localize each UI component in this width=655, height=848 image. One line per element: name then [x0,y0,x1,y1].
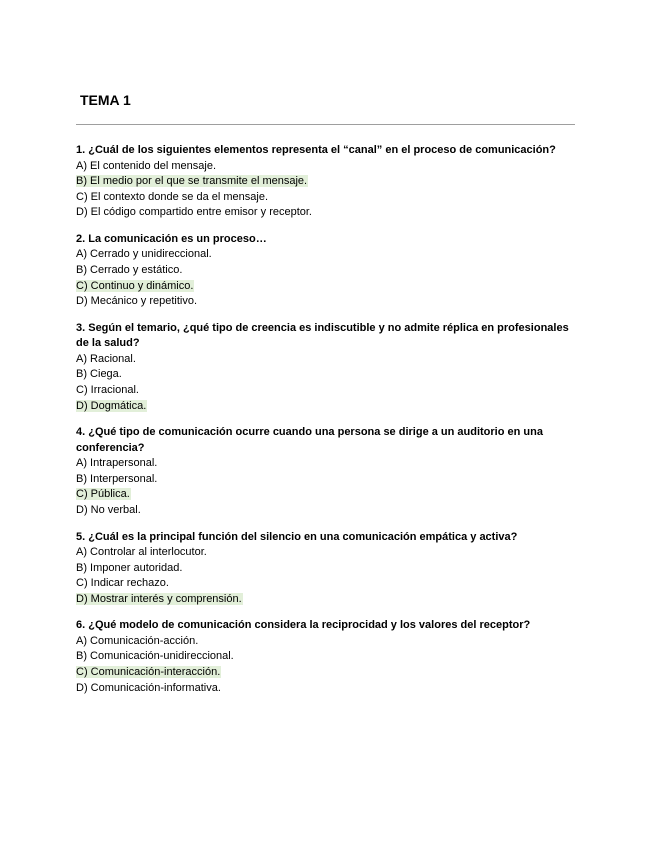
question-6 [76,618,581,696]
answer-option [76,545,581,561]
answer-option-text: D) No verbal. [76,503,141,516]
answer-options [76,352,581,414]
answer-option [76,456,581,472]
answer-option-text: A) Comunicación-acción. [76,634,199,647]
answer-option-text: C) El contexto donde se da el mensaje. [76,190,269,203]
answer-option-correct [76,174,581,190]
answer-option [76,681,581,697]
answer-option-text: A) El contenido del mensaje. [76,159,217,172]
answer-option-text: D) Mostrar interés y comprensión. [76,592,242,605]
question-text: 5. ¿Cuál es la principal función del silencio en una comunicación empática y activa? [76,530,518,543]
answer-option-correct [76,279,581,295]
title-divider [76,124,575,125]
question-text: 4. ¿Qué tipo de comunicación ocurre cuando una persona se dirige a un auditorio en una conferencia? [76,426,543,454]
answer-options [76,634,581,696]
answer-options [76,159,581,221]
question-text: 1. ¿Cuál de los siguientes elementos representa el “canal” en el proceso de comunicación? [76,144,556,156]
answer-option [76,352,581,368]
answer-option [76,649,581,665]
question-2 [76,232,581,310]
answer-option-text: B) Imponer autoridad. [76,561,183,574]
answer-option-text: D) El código compartido entre emisor y receptor. [76,206,312,219]
answer-option [76,190,581,206]
answer-option-text: B) Comunicación-unidireccional. [76,650,234,663]
answer-option [76,247,581,263]
answer-option-text: D) Comunicación-informativa. [76,681,221,694]
answer-options [76,545,581,607]
answer-option [76,205,581,221]
answer-option [76,383,581,399]
question-1 [76,143,581,221]
question-text: 6. ¿Qué modelo de comunicación considera la reciprocidad y los valores del receptor? [76,619,531,632]
answer-option-text: C) Continuo y dinámico. [76,279,194,292]
answer-option [76,159,581,175]
question-text: 3. Según el temario, ¿qué tipo de creencia es indiscutible y no admite réplica en profesionales de la salud? [76,321,569,350]
answer-option-text: A) Intrapersonal. [76,457,158,470]
answer-option-correct [76,665,581,681]
answer-option [76,367,581,383]
document-title: TEMA 1 [80,92,131,108]
question-5 [76,530,581,608]
answer-option-text: A) Cerrado y unidireccional. [76,248,212,261]
answer-option [76,576,581,592]
answer-option [76,634,581,650]
answer-option [76,503,581,519]
answer-option-text: C) Indicar rechazo. [76,577,169,590]
answer-option-text: D) Mecánico y repetitivo. [76,295,198,308]
answer-option-text: C) Comunicación-interacción. [76,666,221,679]
answer-option [76,263,581,279]
answer-option [76,472,581,488]
answer-option-text: B) Ciega. [76,368,122,381]
question-3 [76,321,581,414]
answer-option-text: B) El medio por el que se transmite el mensaje. [76,175,308,188]
question-list [76,143,581,707]
answer-option-text: C) Irracional. [76,383,139,396]
answer-options [76,456,581,518]
answer-option-text: B) Cerrado y estático. [76,263,183,276]
answer-option-correct [76,592,581,608]
question-4 [76,425,581,518]
answer-option-correct [76,399,581,415]
answer-option [76,294,581,310]
question-text: 2. La comunicación es un proceso… [76,232,267,245]
answer-option [76,561,581,577]
answer-option-text: A) Controlar al interlocutor. [76,546,207,558]
answer-option-correct [76,487,581,503]
answer-option-text: D) Dogmática. [76,399,147,412]
answer-option-text: A) Racional. [76,352,136,365]
answer-option-text: C) Pública. [76,488,130,501]
answer-options [76,247,581,309]
answer-option-text: B) Interpersonal. [76,472,158,485]
